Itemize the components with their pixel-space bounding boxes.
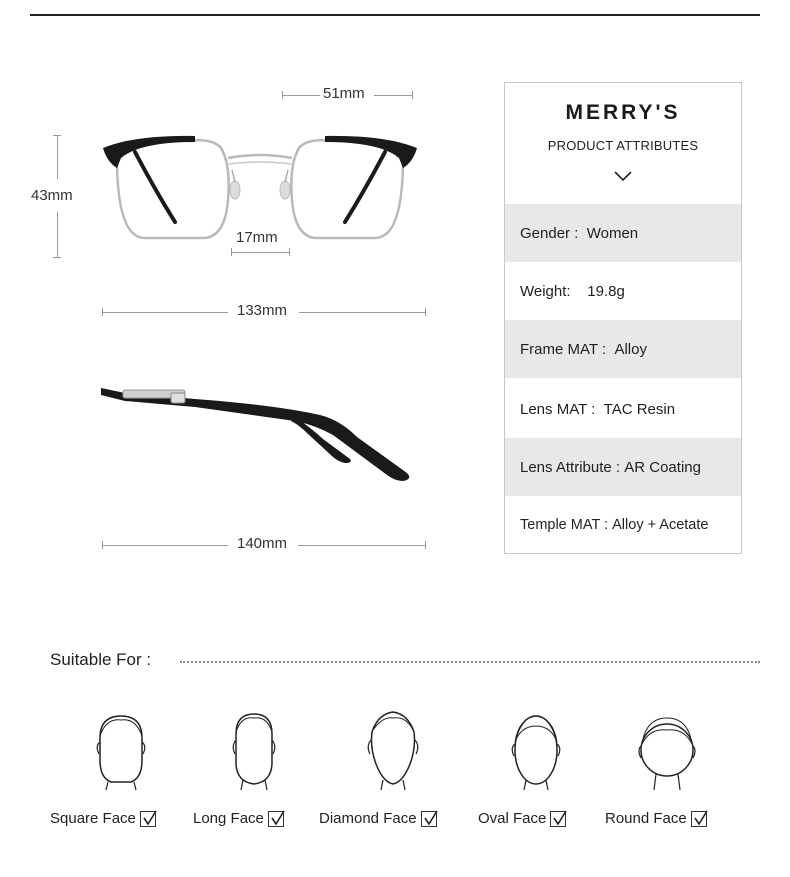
round-face-icon [632, 708, 702, 790]
frame-width-tick-left [102, 308, 103, 316]
bridge-label: 17mm [236, 229, 278, 246]
face-label: Long Face [193, 810, 264, 827]
long-face-icon [219, 708, 289, 790]
lens-width-tick-right [412, 91, 413, 99]
chevron-down-icon [613, 169, 633, 183]
attribute-value: Alloy + Acetate [612, 517, 709, 533]
lens-height-tick-top [53, 135, 61, 136]
face-option-square [50, 810, 156, 827]
dotted-divider [180, 661, 760, 663]
lens-width-tick-left [282, 91, 283, 99]
lens-height-line-bottom [57, 212, 58, 257]
checkmark-icon [140, 811, 156, 827]
suitable-for-title: Suitable For : [50, 650, 152, 669]
checkmark-icon [691, 811, 707, 827]
oval-face-icon [501, 708, 571, 790]
checkmark-icon [268, 811, 284, 827]
checkmark-icon [550, 811, 566, 827]
card-subtitle: PRODUCT ATTRIBUTES [547, 138, 699, 153]
attribute-label: Weight: [520, 282, 571, 300]
attribute-row-lens-mat [505, 380, 741, 438]
face-option-oval [478, 810, 566, 827]
attribute-label: Gender : [520, 224, 579, 242]
lens-width-label: 51mm [323, 85, 365, 102]
lens-width-line-left [282, 95, 320, 96]
face-label: Round Face [605, 810, 687, 827]
brand-logo: MERRY'S [565, 101, 681, 124]
lens-height-tick-bottom [53, 257, 61, 258]
attribute-value: Alloy [614, 340, 647, 358]
glasses-side-view [95, 375, 425, 495]
attribute-row-temple-mat [505, 496, 741, 554]
checkmark-icon [421, 811, 437, 827]
frame-width-line-left [102, 312, 228, 313]
attribute-value: 19.8g [587, 282, 625, 300]
bridge-tick-left [231, 248, 232, 256]
bridge-tick-right [289, 248, 290, 256]
attribute-row-lens-attribute [505, 438, 741, 496]
product-attributes-card [504, 82, 742, 554]
lens-height-line-top [57, 135, 58, 179]
face-label: Diamond Face [319, 810, 417, 827]
attribute-label: Lens Attribute : [520, 458, 621, 476]
attribute-label: Temple MAT : [520, 517, 609, 533]
frame-width-label: 133mm [237, 302, 288, 319]
attribute-value: Women [586, 224, 639, 242]
face-option-diamond [319, 810, 437, 827]
frame-width-tick-right [425, 308, 426, 316]
attribute-row-weight [505, 262, 741, 320]
diamond-face-icon [358, 708, 428, 790]
bridge-line [231, 252, 289, 253]
face-label: Square Face [50, 810, 136, 827]
attribute-value: TAC Resin [603, 400, 676, 418]
lens-height-label: 43mm [31, 187, 73, 204]
temple-length-line-right [298, 545, 425, 546]
face-label: Oval Face [478, 810, 547, 827]
top-divider [30, 14, 760, 16]
attribute-row-gender [505, 204, 741, 262]
frame-width-line-right [299, 312, 425, 313]
temple-length-line-left [102, 545, 228, 546]
temple-length-tick-left [102, 541, 103, 549]
attribute-label: Frame MAT : [520, 340, 607, 358]
temple-length-label: 140mm [237, 535, 288, 552]
lens-width-line-right [374, 95, 412, 96]
temple-length-tick-right [425, 541, 426, 549]
attribute-row-frame-mat [505, 320, 741, 378]
face-option-long [193, 810, 284, 827]
square-face-icon [86, 708, 156, 790]
face-option-round [605, 810, 707, 827]
attribute-label: Lens MAT : [520, 400, 596, 418]
attribute-value: AR Coating [624, 458, 701, 476]
